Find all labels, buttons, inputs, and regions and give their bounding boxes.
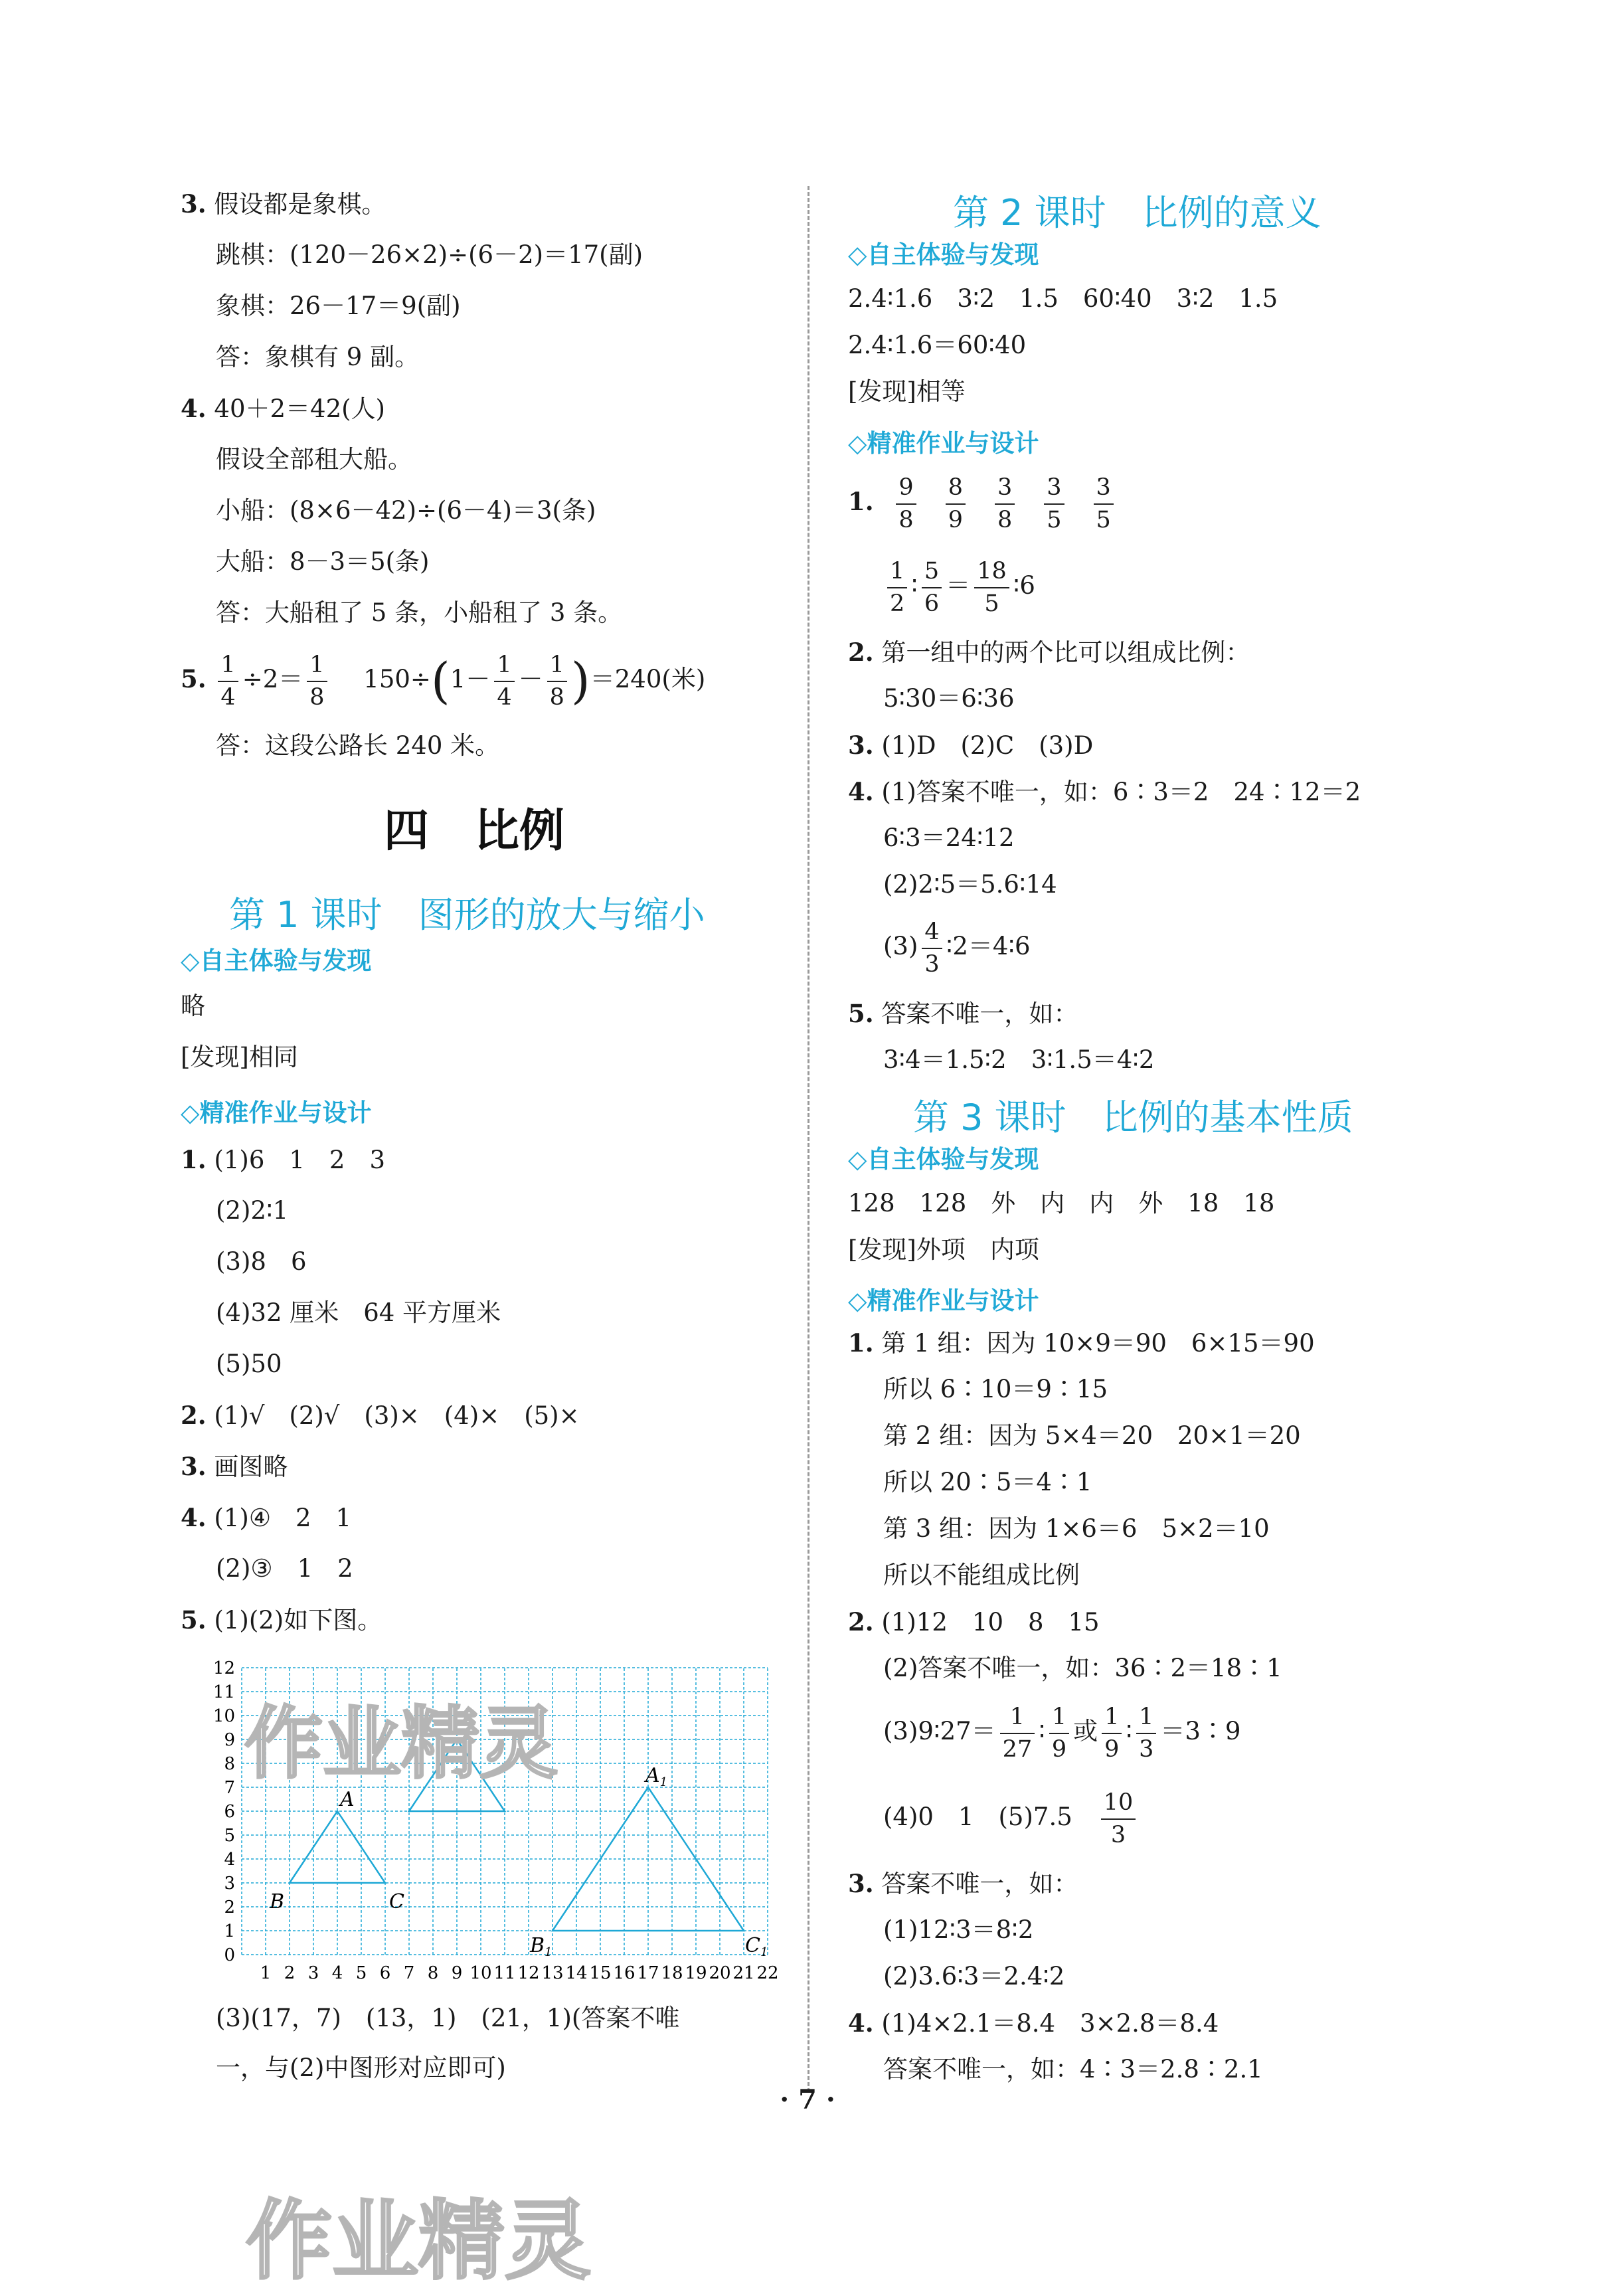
question-4: 4. (1)答案不唯一，如：6∶3＝2 24∶12＝2 <box>848 777 1361 806</box>
page-number: · 7 · <box>780 2084 835 2115</box>
text-line: (5)50 <box>216 1350 282 1378</box>
y-tick-label: 4 <box>224 1850 235 1870</box>
column-divider <box>808 186 809 2092</box>
x-tick-label: 7 <box>403 1963 415 1983</box>
text-line: 第 3 组：因为 1×6＝6 5×2＝10 <box>883 1514 1270 1543</box>
text-line: (4)0 1 (5)7.5 $\frac{10}{3}$ <box>883 1791 1140 1847</box>
fraction: $\frac{1}{4}$ <box>218 654 238 709</box>
fraction: $\frac{3}{5}$ <box>1044 476 1064 532</box>
y-tick-label: 7 <box>224 1778 235 1798</box>
question-1: 1. (1)6 1 2 3 <box>181 1145 385 1174</box>
lesson-title: 第 3 课时 比例的基本性质 <box>913 1097 1353 1138</box>
fraction: $\frac{5}{6}$ <box>922 560 942 616</box>
x-tick-label: 6 <box>379 1963 391 1983</box>
vertex-label-c: C <box>389 1890 404 1913</box>
fraction: $\frac{1}{8}$ <box>547 654 567 709</box>
x-tick-label: 9 <box>451 1963 463 1983</box>
problem-5: 5. $\frac{1}{4}$ ÷2＝ $\frac{1}{8}$ 150÷(1－ $\frac{1}{4}$ － $\frac{1}{8}$ )＝240(米) <box>181 651 706 711</box>
fraction: $\frac{8}{9}$ <box>946 476 966 532</box>
y-tick-label: 1 <box>224 1921 235 1941</box>
text-line: 128 128 外 内 内 外 18 18 <box>848 1189 1275 1217</box>
text-line: 2.4∶1.6＝60∶40 <box>848 331 1027 359</box>
answer-line: 答：大船租了 5 条，小船租了 3 条。 <box>216 598 623 627</box>
x-tick-label: 20 <box>709 1963 731 1983</box>
lesson-title: 第 2 课时 比例的意义 <box>953 192 1321 234</box>
question-5: 5. 答案不唯一，如： <box>848 999 1078 1028</box>
fraction: $\frac{10}{3}$ <box>1101 1791 1136 1847</box>
text-line: (2)答案不唯一，如：36∶2＝18∶1 <box>883 1654 1282 1682</box>
x-tick-label: 8 <box>427 1963 439 1983</box>
text-line: (3)8 6 <box>216 1247 307 1276</box>
x-tick-label: 22 <box>756 1963 779 1983</box>
section-heading: ◇精准作业与设计 <box>848 1286 1039 1315</box>
y-tick-label: 5 <box>224 1826 235 1846</box>
y-tick-label: 12 <box>212 1658 235 1678</box>
proportion-line: $\frac{1}{2}$ ∶ $\frac{5}{6}$ ＝ $\frac{18}{5}$ ∶6 <box>883 559 1035 616</box>
vertex-label-b1: $B_1$ <box>530 1934 552 1959</box>
text-line: 6∶3＝24∶12 <box>883 824 1015 852</box>
fraction: $\frac{1}{9}$ <box>1102 1706 1122 1761</box>
question-5: 5. (1)(2)如下图。 <box>181 1605 382 1634</box>
problem-4: 4. 40＋2＝42(人) <box>181 394 385 423</box>
section-heading: ◇自主体验与发现 <box>181 946 372 975</box>
fraction: $\frac{1}{9}$ <box>1049 1706 1069 1761</box>
fraction: $\frac{1}{4}$ <box>494 654 514 709</box>
fraction: $\frac{1}{2}$ <box>887 560 907 616</box>
question-1: 1. $\frac{9}{8}$ $\frac{8}{9}$ $\frac{3}{8}$ $\frac{3}{5}$ $\frac{3}{5}$ <box>848 475 1128 532</box>
section-heading: ◇自主体验与发现 <box>848 1145 1039 1174</box>
section-heading: ◇精准作业与设计 <box>848 429 1039 458</box>
fraction: $\frac{9}{8}$ <box>896 476 916 532</box>
question-4: 4. (1)④ 2 1 <box>181 1503 352 1532</box>
x-tick-label: 10 <box>469 1963 492 1983</box>
watermark-text: 作业精灵 <box>246 2190 592 2291</box>
y-tick-label: 11 <box>212 1682 235 1702</box>
text-line: 假设全部租大船。 <box>216 445 412 474</box>
y-tick-label: 3 <box>224 1874 235 1894</box>
x-tick-label: 15 <box>589 1963 612 1983</box>
y-tick-label: 10 <box>212 1706 235 1726</box>
text-line: 小船：(8×6－42)÷(6－4)＝3(条) <box>216 496 596 525</box>
text-line: (1)12∶3＝8∶2 <box>883 1915 1034 1944</box>
text-line: 一，与(2)中图形对应即可) <box>216 2054 506 2082</box>
y-tick-label: 0 <box>224 1945 235 1965</box>
question-4: 4. (1)4×2.1＝8.4 3×2.8＝8.4 <box>848 2008 1219 2038</box>
section-heading: ◇精准作业与设计 <box>181 1099 372 1127</box>
y-tick-label: 2 <box>224 1898 235 1917</box>
text-line: [发现]相同 <box>181 1043 298 1071</box>
y-tick-label: 9 <box>224 1730 235 1750</box>
fraction: $\frac{4}{3}$ <box>922 921 942 976</box>
answer-line: 答：这段公路长 240 米。 <box>216 731 500 760</box>
fraction: $\frac{3}{5}$ <box>1094 476 1114 532</box>
y-tick-label: 6 <box>224 1802 235 1822</box>
text-line: 象棋：26－17＝9(副) <box>216 292 461 320</box>
x-tick-label: 5 <box>355 1963 367 1983</box>
text-line: 2.4∶1.6 3∶2 1.5 60∶40 3∶2 1.5 <box>848 284 1278 313</box>
text-line: 大船：8－3＝5(条) <box>216 547 430 576</box>
text-line: (4)32 厘米 64 平方厘米 <box>216 1298 501 1327</box>
text-line: (3)9∶27＝ $\frac{1}{27}$ ∶ $\frac{1}{9}$ 或 $\frac{1}{9}$ ∶ $\frac{1}{3}$ ＝3∶9 <box>883 1703 1241 1763</box>
question-2: 2. (1)√ (2)√ (3)× (4)× (5)× <box>181 1401 580 1430</box>
answer-line: 答：象棋有 9 副。 <box>216 343 420 371</box>
x-tick-label: 1 <box>260 1963 272 1983</box>
question-3: 3. 答案不唯一，如： <box>848 1869 1078 1898</box>
vertex-label-c1: $C_1$ <box>745 1934 768 1959</box>
fraction: $\frac{1}{3}$ <box>1136 1706 1156 1761</box>
text-line: [发现]相等 <box>848 377 966 406</box>
x-tick-label: 12 <box>517 1963 540 1983</box>
x-tick-label: 2 <box>284 1963 296 1983</box>
question-3: 3. (1)D (2)C (3)D <box>848 731 1094 760</box>
watermark-text: 作业精灵 <box>244 1698 558 1789</box>
x-tick-label: 3 <box>307 1963 319 1983</box>
x-tick-label: 4 <box>331 1963 343 1983</box>
x-tick-label: 11 <box>493 1963 516 1983</box>
question-2: 2. (1)12 10 8 15 <box>848 1607 1100 1636</box>
fraction: $\frac{3}{8}$ <box>995 476 1015 532</box>
text-line: (2)2∶5＝5.6∶14 <box>883 870 1057 899</box>
problem-3: 3. 假设都是象棋。 <box>181 189 386 219</box>
x-tick-label: 17 <box>637 1963 659 1983</box>
text-line: 3∶4＝1.5∶2 3∶1.5＝4∶2 <box>883 1045 1155 1074</box>
vertex-label-b: B <box>270 1890 285 1913</box>
x-tick-label: 21 <box>732 1963 755 1983</box>
question-1: 1. 第 1 组：因为 10×9＝90 6×15＝90 <box>848 1328 1315 1358</box>
fraction: $\frac{1}{8}$ <box>307 654 327 709</box>
text-line: (3)(17，7) (13，1) (21，1)(答案不唯 <box>216 2004 680 2032</box>
x-tick-label: 16 <box>613 1963 636 1983</box>
text-line: (2)3.6∶3＝2.4∶2 <box>883 1962 1065 1990</box>
x-tick-label: 14 <box>565 1963 588 1983</box>
text-line: 5∶30＝6∶36 <box>883 684 1015 713</box>
fraction: $\frac{1}{27}$ <box>1000 1706 1035 1761</box>
text-line: (2)③ 1 2 <box>216 1554 353 1583</box>
text-line: 所以 20∶5＝4∶1 <box>883 1468 1092 1496</box>
text-line: 略 <box>181 992 205 1020</box>
text-line: (3) $\frac{4}{3}$ ∶2＝4∶6 <box>883 918 1031 978</box>
chapter-title: 四 比例 <box>384 805 565 857</box>
text-line: 跳棋：(120－26×2)÷(6－2)＝17(副) <box>216 240 643 269</box>
vertex-label-a1: $A_1$ <box>645 1764 668 1789</box>
question-3: 3. 画图略 <box>181 1452 288 1481</box>
fraction: $\frac{18}{5}$ <box>974 560 1009 616</box>
question-2: 2. 第一组中的两个比可以组成比例： <box>848 638 1250 667</box>
text-line: (2)2∶1 <box>216 1196 289 1225</box>
section-heading: ◇自主体验与发现 <box>848 240 1039 269</box>
text-line: [发现]外项 内项 <box>848 1235 1039 1264</box>
text-line: 第 2 组：因为 5×4＝20 20×1＝20 <box>883 1421 1301 1450</box>
x-tick-label: 13 <box>541 1963 564 1983</box>
x-tick-label: 18 <box>661 1963 683 1983</box>
text-line: 所以不能组成比例 <box>883 1561 1080 1589</box>
text-line: 答案不唯一，如：4∶3＝2.8∶2.1 <box>883 2055 1263 2083</box>
text-line: 所以 6∶10＝9∶15 <box>883 1375 1108 1403</box>
y-tick-label: 8 <box>224 1754 235 1774</box>
vertex-label-a: A <box>340 1788 355 1811</box>
lesson-title: 第 1 课时 图形的放大与缩小 <box>229 894 705 936</box>
x-tick-label: 19 <box>685 1963 707 1983</box>
